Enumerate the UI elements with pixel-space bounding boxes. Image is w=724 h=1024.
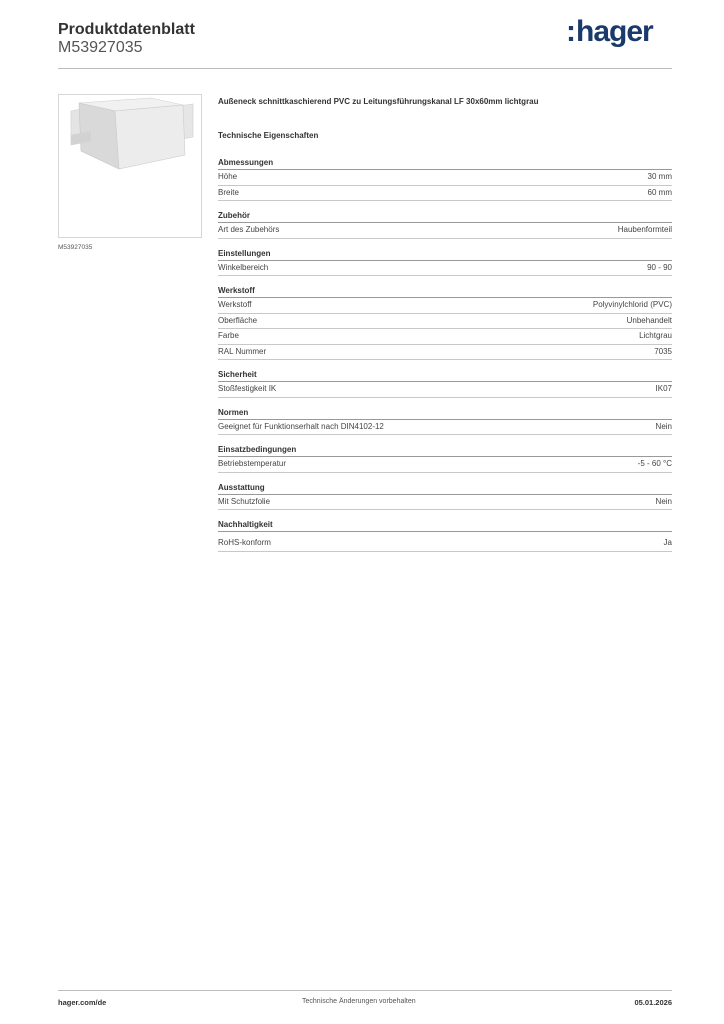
spec-group <box>218 482 672 511</box>
spec-group <box>218 248 672 277</box>
spec-label: Oberfläche <box>218 315 258 325</box>
spec-row <box>218 186 672 202</box>
spec-label: RoHS-konform <box>218 538 271 547</box>
group-title: Ausstattung <box>218 482 672 495</box>
spec-group <box>218 210 672 239</box>
spec-value: -5 - 60 °C <box>637 459 672 468</box>
spec-group <box>218 407 672 436</box>
spec-table <box>218 155 672 561</box>
product-image <box>58 94 202 238</box>
spec-group <box>218 285 672 360</box>
spec-row <box>218 314 672 330</box>
tech-properties-heading: Technische Eigenschaften <box>218 131 319 140</box>
footer-divider <box>58 990 672 991</box>
spec-label: Höhe <box>218 172 238 181</box>
spec-label: Breite <box>218 187 239 197</box>
spec-row <box>218 261 672 277</box>
group-title: Abmessungen <box>218 157 672 170</box>
spec-group <box>218 157 672 201</box>
spec-value: Ja <box>663 538 672 547</box>
footer-date: 05.01.2026 <box>634 998 672 1007</box>
spec-row <box>218 170 672 186</box>
spec-value: Lichtgrau <box>639 331 672 340</box>
footer-notice: Technische Änderungen vorbehalten <box>302 998 416 1005</box>
spec-value: 90 - 90 <box>647 262 672 272</box>
spec-label: Mit Schutzfolie <box>218 496 271 506</box>
group-title: Zubehör <box>218 210 672 223</box>
group-title: Normen <box>218 407 672 420</box>
group-title: Sicherheit <box>218 369 672 382</box>
spec-value: Haubenformteil <box>617 225 672 234</box>
spec-row <box>218 329 672 345</box>
spec-group <box>218 369 672 398</box>
footer-website: hager.com/de <box>58 998 107 1007</box>
spec-label: Farbe <box>218 331 239 340</box>
product-description: Außeneck schnittkaschierend PVC zu Leitungsführungskanal LF 30x60mm lichtgrau <box>218 97 539 106</box>
spec-row <box>218 345 672 361</box>
spec-group <box>218 519 672 552</box>
spec-label: Werkstoff <box>218 300 252 309</box>
document-title: Produktdatenblatt <box>58 21 195 38</box>
group-title: Einstellungen <box>218 248 672 261</box>
image-caption: M53927035 <box>58 244 93 251</box>
spec-row <box>218 223 672 239</box>
spec-row <box>218 420 672 436</box>
spec-value: Nein <box>655 496 672 506</box>
corner-piece-illustration <box>59 95 201 237</box>
spec-value: Polyvinylchlorid (PVC) <box>592 300 672 309</box>
spec-label: Betriebstemperatur <box>218 459 287 468</box>
spec-value: Unbehandelt <box>626 315 672 325</box>
group-title: Nachhaltigkeit <box>218 519 672 532</box>
spec-label: Geeignet für Funktionserhalt nach DIN4102-12 <box>218 421 384 431</box>
spec-row <box>218 495 672 511</box>
spec-label: Stoßfestigkeit IK <box>218 384 277 393</box>
spec-value: 60 mm <box>647 187 672 197</box>
spec-row <box>218 382 672 398</box>
group-title: Einsatzbedingungen <box>218 444 672 457</box>
header-divider <box>58 68 672 69</box>
spec-label: Winkelbereich <box>218 262 269 272</box>
spec-label: RAL Nummer <box>218 346 267 356</box>
product-number: M53927035 <box>58 39 143 56</box>
spec-value: IK07 <box>655 384 672 393</box>
spec-group <box>218 444 672 473</box>
spec-value: 30 mm <box>647 172 672 181</box>
group-title: Werkstoff <box>218 285 672 298</box>
spec-value: Nein <box>655 421 672 431</box>
spec-value: 7035 <box>654 346 672 356</box>
hager-logo: :hager <box>566 15 653 48</box>
spec-label: Art des Zubehörs <box>218 225 280 234</box>
spec-row <box>218 536 672 552</box>
spec-row <box>218 298 672 314</box>
spec-row <box>218 457 672 473</box>
